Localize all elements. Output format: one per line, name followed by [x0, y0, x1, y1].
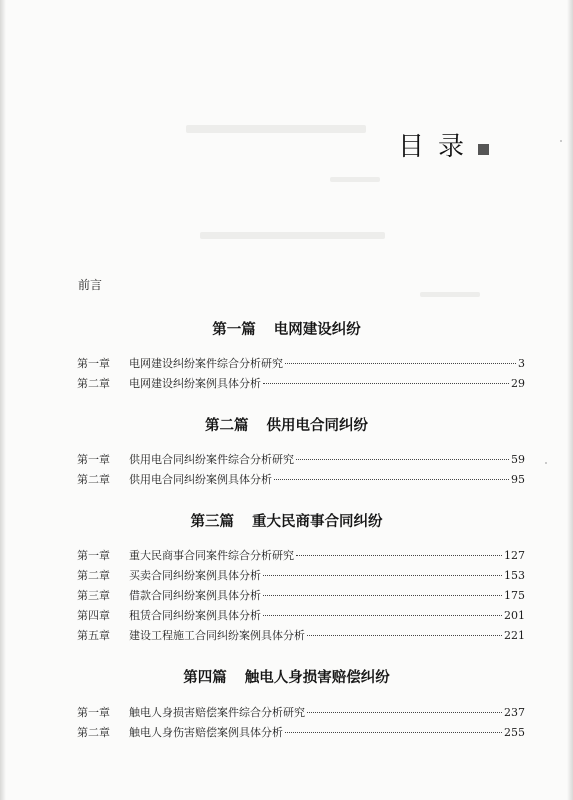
- toc-entry[interactable]: [77, 587, 525, 607]
- part-name: 触电人身损害赔偿纠纷: [244, 670, 390, 686]
- toc-entry[interactable]: [77, 355, 525, 375]
- dot-leader: [307, 712, 502, 713]
- chapter-title: 触电人身损害赔偿案件综合分析研究: [129, 706, 305, 719]
- toc-entry[interactable]: [77, 451, 525, 471]
- chapter-number: 第一章: [77, 549, 110, 562]
- part-name: 供用电合同纠纷: [266, 418, 368, 434]
- toc-title-block: [398, 128, 489, 160]
- chapter-title: 租赁合同纠纷案例具体分析: [129, 609, 261, 622]
- chapter-number: 第四章: [77, 609, 110, 622]
- dot-leader: [263, 383, 509, 384]
- part-name: 电网建设纠纷: [273, 322, 361, 338]
- page-number: 255: [504, 726, 525, 739]
- dot-leader: [285, 363, 516, 364]
- chapter-number: 第一章: [77, 453, 110, 466]
- toc-entry[interactable]: [77, 627, 525, 647]
- chapter-number: 第五章: [77, 629, 110, 642]
- chapter-number: 第二章: [77, 726, 110, 739]
- chapter-title: 供用电合同纠纷案件综合分析研究: [129, 453, 294, 466]
- part-number: 第三篇: [190, 514, 234, 530]
- chapter-list: [77, 704, 525, 744]
- page-number: 3: [518, 357, 525, 370]
- chapter-title: 重大民商事合同案件综合分析研究: [129, 549, 294, 562]
- toc-entry[interactable]: [77, 547, 525, 567]
- toc-entry[interactable]: [77, 471, 525, 491]
- part-number: 第一篇: [212, 322, 256, 338]
- page-title: 目录: [398, 131, 479, 162]
- toc-entry[interactable]: [77, 704, 525, 724]
- page-number: 127: [504, 549, 525, 562]
- chapter-title: 借款合同纠纷案例具体分析: [129, 589, 261, 602]
- part-heading[interactable]: [0, 414, 573, 435]
- page-number: 175: [504, 589, 525, 602]
- dot-leader: [296, 555, 502, 556]
- toc-entry[interactable]: [77, 375, 525, 395]
- part-number: 第四篇: [183, 670, 227, 686]
- part-heading[interactable]: [0, 510, 573, 531]
- chapter-title: 买卖合同纠纷案例具体分析: [129, 569, 261, 582]
- chapter-title: 供用电合同纠纷案例具体分析: [129, 473, 272, 486]
- chapter-title: 电网建设纠纷案例具体分析: [129, 377, 261, 390]
- page-number: 201: [504, 609, 525, 622]
- dot-leader: [307, 635, 502, 636]
- page-number: 221: [504, 629, 525, 642]
- page-number: 59: [511, 453, 525, 466]
- toc-entry[interactable]: [77, 724, 525, 744]
- paper-speck: [560, 140, 562, 142]
- page-number: 237: [504, 706, 525, 719]
- chapter-title: 电网建设纠纷案件综合分析研究: [129, 357, 283, 370]
- chapter-number: 第一章: [77, 357, 110, 370]
- page-number: 153: [504, 569, 525, 582]
- preface-entry[interactable]: 前言: [78, 278, 103, 292]
- chapter-number: 第二章: [77, 377, 110, 390]
- show-through-smudge: [420, 292, 480, 297]
- chapter-number: 第三章: [77, 589, 110, 602]
- part-name: 重大民商事合同纠纷: [252, 514, 383, 530]
- chapter-number: 第一章: [77, 706, 110, 719]
- dot-leader: [296, 459, 509, 460]
- part-heading[interactable]: [0, 318, 573, 339]
- chapter-list: [77, 355, 525, 395]
- dot-leader: [263, 575, 502, 576]
- part-heading[interactable]: [0, 666, 573, 687]
- chapter-number: 第二章: [77, 569, 110, 582]
- page-number: 95: [511, 473, 525, 486]
- dot-leader: [285, 732, 502, 733]
- chapter-title: 触电人身伤害赔偿案例具体分析: [129, 726, 283, 739]
- chapter-list: [77, 547, 525, 647]
- part-number: 第二篇: [205, 418, 249, 434]
- chapter-list: [77, 451, 525, 491]
- toc-entry[interactable]: [77, 567, 525, 587]
- page-number: 29: [511, 377, 525, 390]
- dot-leader: [263, 615, 502, 616]
- dot-leader: [274, 479, 509, 480]
- chapter-title: 建设工程施工合同纠纷案例具体分析: [129, 629, 305, 642]
- toc-entry[interactable]: [77, 607, 525, 627]
- dot-leader: [263, 595, 502, 596]
- paper-speck: [545, 462, 547, 464]
- show-through-smudge: [330, 177, 380, 182]
- show-through-smudge: [186, 125, 366, 133]
- title-square-mark-icon: [478, 144, 489, 155]
- show-through-smudge: [200, 232, 385, 239]
- chapter-number: 第二章: [77, 473, 110, 486]
